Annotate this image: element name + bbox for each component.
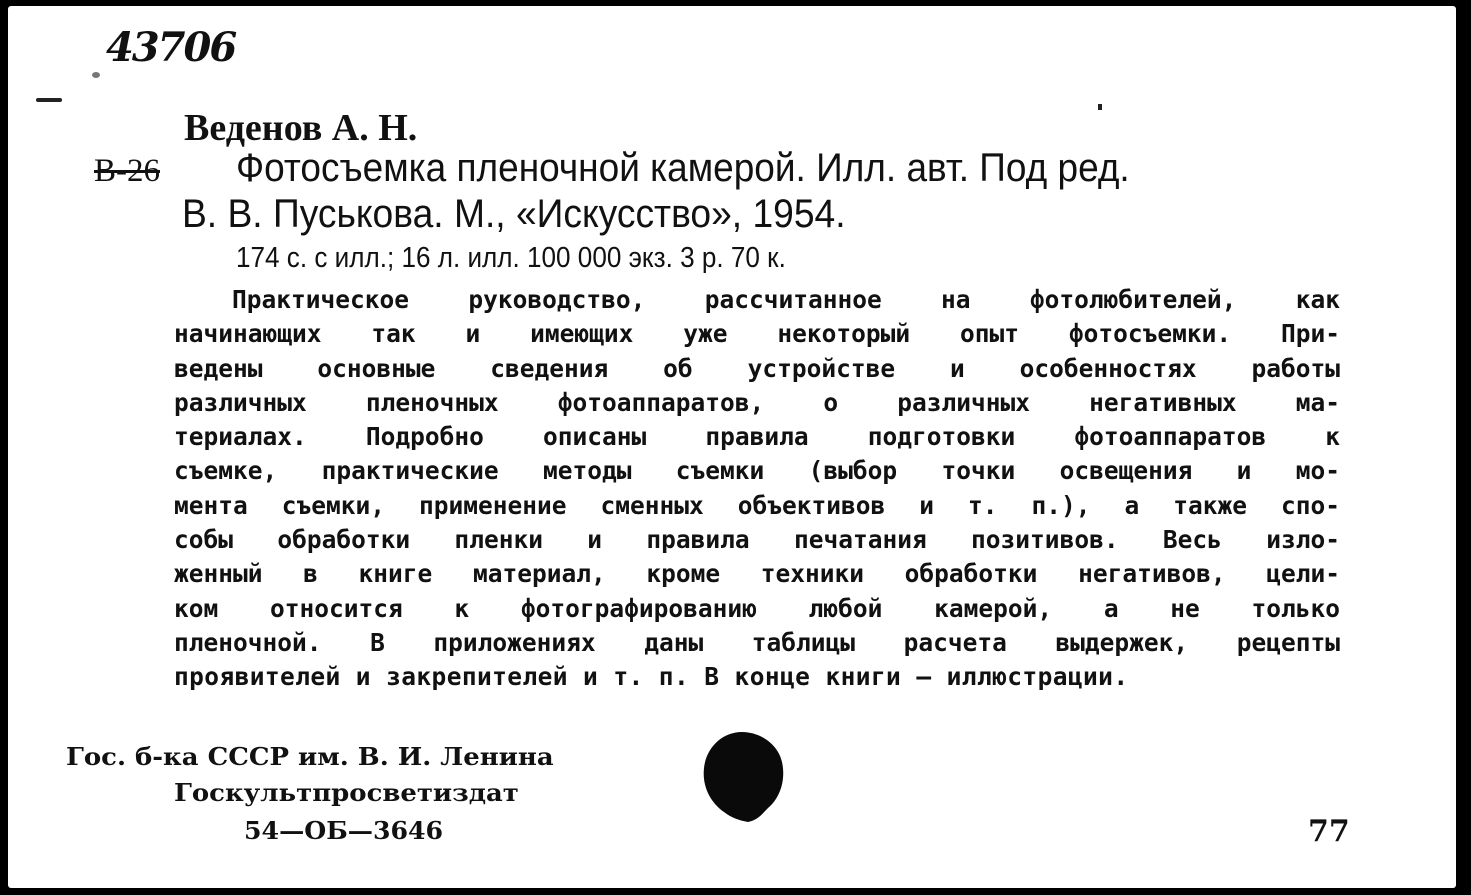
title-statement-line-1: Фотосъемка пленочной камерой. Илл. авт. Под ред. <box>236 146 1130 190</box>
annotation-line: Практическое руководство, рассчитанное на фотолюбителей, как <box>232 285 1340 314</box>
card-number: 77 <box>1308 814 1350 849</box>
ink-speck <box>1098 104 1102 110</box>
annotation-line: проявителей и закрепителей и т. п. В конце книги — иллюстрации. <box>174 662 1129 692</box>
library-name: Гос. б-ка СССР им. В. И. Ленина <box>66 742 554 771</box>
shelf-mark: В-26 <box>94 153 160 189</box>
catalog-card <box>8 6 1456 888</box>
annotation-line: териалах. Подробно описаны правила подготовки фотоаппаратов к <box>174 422 1340 452</box>
card-hole-punch-icon <box>698 728 788 824</box>
annotation-line: различных пленочных фотоаппаратов, о различных негативных ма- <box>174 387 1340 417</box>
ink-speck <box>92 72 100 78</box>
accession-number: 43706 <box>106 24 236 71</box>
annotation-line: ком относится к фотографированию любой камерой, а не только <box>174 593 1340 623</box>
title-statement-line-2: В. В. Пуськова. М., «Искусство», 1954. <box>182 192 846 236</box>
collation-line: 174 с. с илл.; 16 л. илл. 100 000 экз. 3 р. 70 к. <box>236 242 786 274</box>
annotation-line: пленочной. В приложениях даны таблицы расчета выдержек, рецепты <box>174 627 1340 657</box>
ink-smudge <box>36 98 62 102</box>
annotation-line: съемке, практические методы съемки (выбор точки освещения и мо- <box>174 456 1340 486</box>
print-order-code: 54—ОБ—3646 <box>244 816 444 845</box>
annotation-line: женный в книге материал, кроме техники обработки негативов, цели- <box>174 559 1340 589</box>
annotation-line: мента съемки, применение сменных объективов и т. п.), а также спо- <box>174 490 1340 520</box>
publisher-name: Госкультпросветиздат <box>174 778 519 807</box>
annotation-line: начинающих так и имеющих уже некоторый опыт фотосъемки. При- <box>174 319 1340 349</box>
author-heading: Веденов А. Н. <box>184 107 418 149</box>
annotation-line: собы обработки пленки и правила печатания позитивов. Весь изло- <box>174 525 1340 555</box>
annotation-line: ведены основные сведения об устройстве и особенностях работы <box>174 353 1340 383</box>
annotation-paragraph <box>174 283 1340 695</box>
